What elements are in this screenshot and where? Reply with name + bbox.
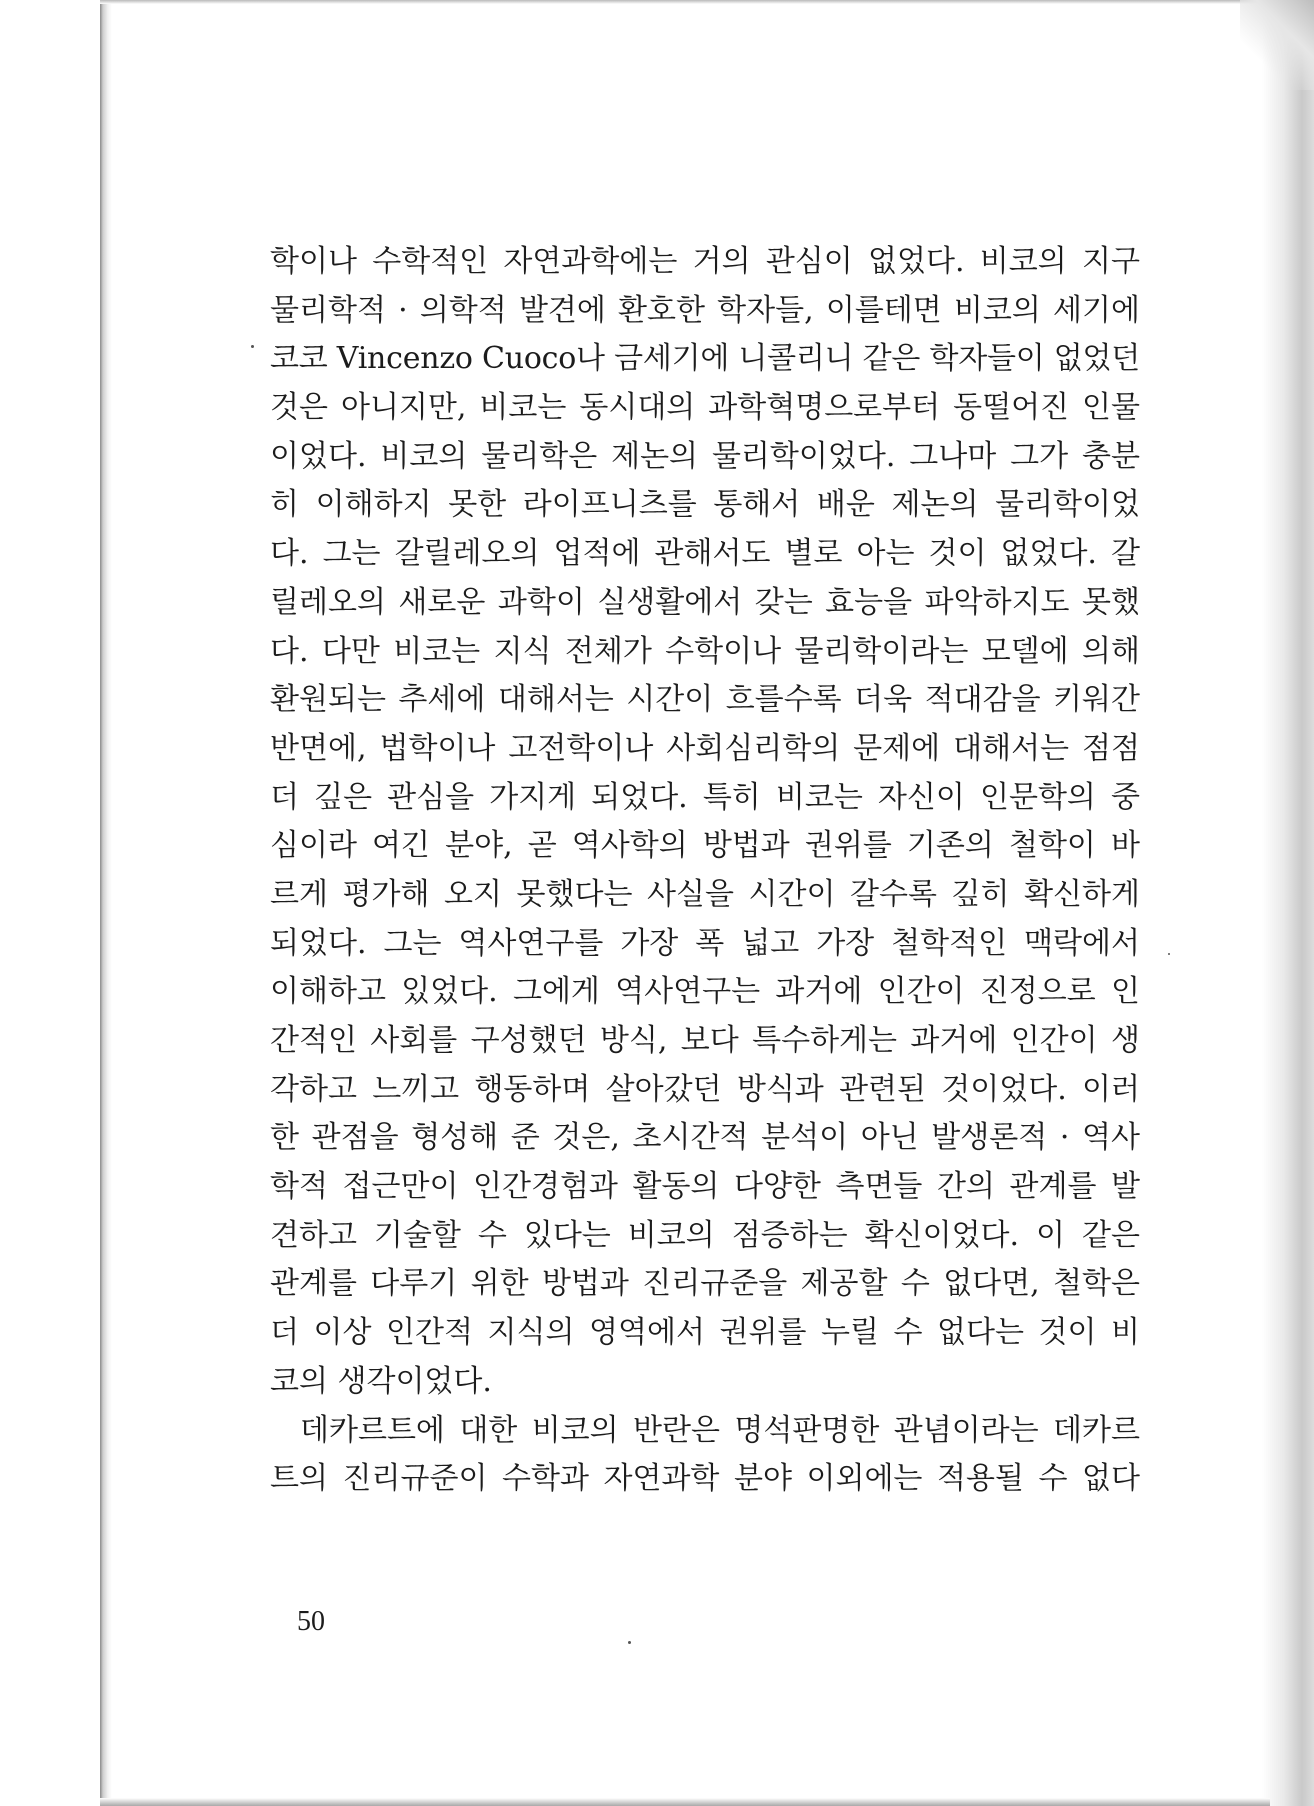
text-line: 르게 평가해 오지 못했다는 사실을 시간이 갈수록 깊히 확신하게: [270, 876, 1140, 912]
text-line: 반면에, 법학이나 고전학이나 사회심리학의 문제에 대해서는 점점: [270, 730, 1140, 766]
text-line: 각하고 느끼고 행동하며 살아갔던 방식과 관련된 것이었다. 이러: [270, 1071, 1140, 1107]
text-line: 릴레오의 새로운 과학이 실생활에서 갖는 효능을 파악하지도 못했: [270, 584, 1140, 620]
text-line: 학적 접근만이 인간경험과 활동의 다양한 측면들 간의 관계를 발: [270, 1169, 1140, 1205]
text-line: 환원되는 추세에 대해서는 시간이 흐를수록 더욱 적대감을 키워간: [270, 682, 1140, 718]
text-line: 심이라 여긴 분야, 곧 역사학의 방법과 권위를 기존의 철학이 바: [270, 828, 1140, 864]
text-line: 코의 생각이었다.: [270, 1363, 492, 1399]
text-line: 트의 진리규준이 수학과 자연과학 분야 이외에는 적용될 수 없다: [270, 1461, 1140, 1497]
text-line: 간적인 사회를 구성했던 방식, 보다 특수하게는 과거에 인간이 생: [270, 1023, 1140, 1058]
scan-speck: [251, 345, 254, 348]
text-line: 이해하고 있었다. 그에게 역사연구는 과거에 인간이 진정으로 인: [270, 974, 1140, 1010]
text-line: 것은 아니지만, 비코는 동시대의 과학혁명으로부터 동떨어진 인물: [270, 390, 1140, 426]
text-line: 관계를 다루기 위한 방법과 진리규준을 제공할 수 없다면, 철학은: [270, 1266, 1140, 1302]
text-line: 학이나 수학적인 자연과학에는 거의 관심이 없었다. 비코의 지구: [270, 244, 1140, 279]
text-line: 되었다. 그는 역사연구를 가장 폭 넓고 가장 철학적인 맥락에서: [270, 925, 1140, 961]
text-line: 더 깊은 관심을 가지게 되었다. 특히 비코는 자신이 인문학의 중: [270, 779, 1140, 815]
page-right-fold-shadow: [1262, 0, 1314, 1806]
scan-speck: [1168, 953, 1170, 955]
page-number: 50: [297, 1606, 325, 1637]
text-line: 한 관점을 형성해 준 것은, 초시간적 분석이 아닌 발생론적 · 역사: [270, 1120, 1140, 1156]
page-bottom-edge-shadow: [100, 1798, 1270, 1806]
body-text: [270, 238, 1140, 1504]
text-line: 견하고 기술할 수 있다는 비코의 점증하는 확신이었다. 이 같은: [270, 1217, 1140, 1253]
scan-speck: [628, 1641, 631, 1644]
text-line: 다. 다만 비코는 지식 전체가 수학이나 물리학이라는 모델에 의해: [270, 633, 1140, 669]
text-line: 이었다. 비코의 물리학은 제논의 물리학이었다. 그나마 그가 충분: [270, 438, 1140, 474]
text-line: 히 이해하지 못한 라이프니츠를 통해서 배운 제논의 물리학이었: [270, 487, 1140, 523]
page-corner-curl: [1240, 0, 1314, 90]
page-left-edge-shadow: [100, 0, 112, 1806]
page-top-edge-shadow: [100, 0, 1270, 4]
text-line: 물리학적 · 의학적 발견에 환호한 학자들, 이를테면 비코의 세기에: [270, 292, 1140, 328]
paragraph-first-line: 데카르트에 대한 비코의 반란은 명석판명한 관념이라는 데카르: [300, 1412, 1140, 1448]
text-line: 다. 그는 갈릴레오의 업적에 관해서도 별로 아는 것이 없었다. 갈: [270, 536, 1140, 572]
text-line: 더 이상 인간적 지식의 영역에서 권위를 누릴 수 없다는 것이 비: [270, 1315, 1140, 1351]
text-line: 코코 Vincenzo Cuoco나 금세기에 니콜리니 같은 학자들이 없었던: [270, 341, 1140, 377]
